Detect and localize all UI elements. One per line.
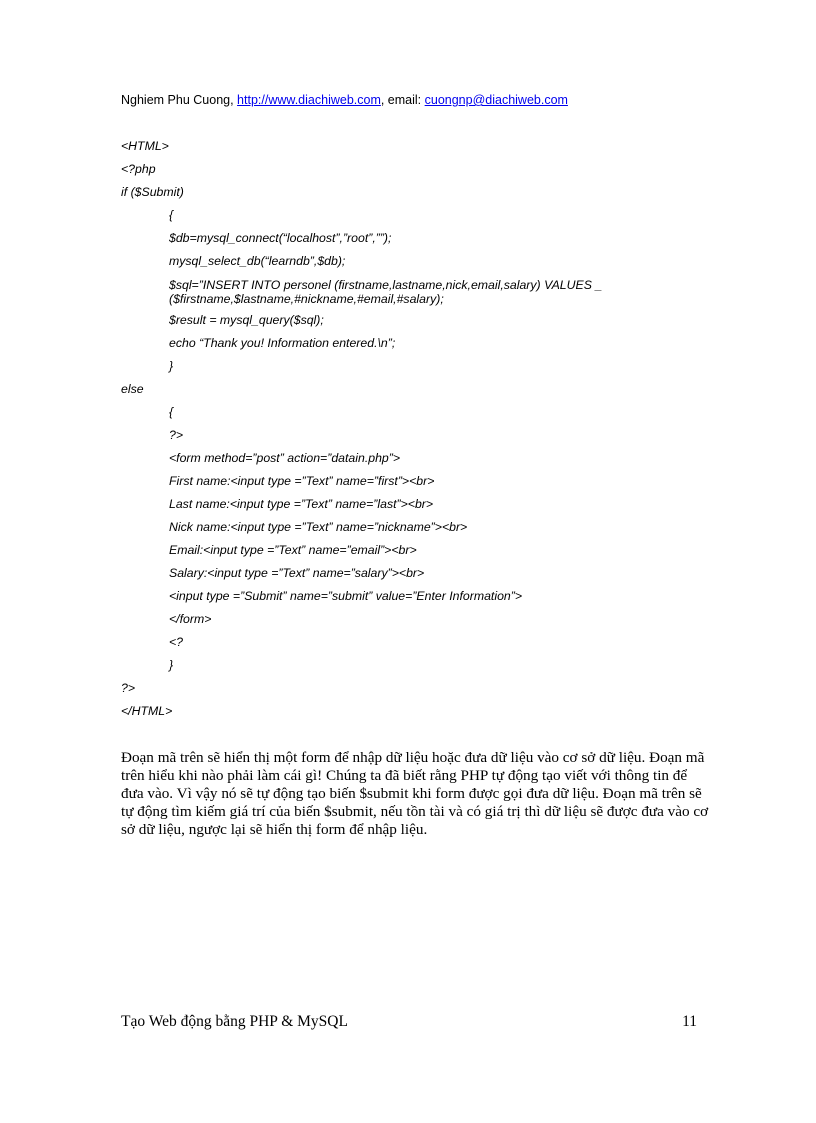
code-line: $sql=”INSERT INTO personel (firstname,lastname,nick,email,salary) VALUES _ ($firstname,$lastname,#nickname,#email,#salary); [169,278,603,306]
code-line: mysql_select_db(“learndb”,$db); [169,254,346,268]
email-label: , email: [380,93,425,107]
code-line: <? [169,635,184,649]
code-line: echo “Thank you! Information entered.\n”; [169,336,396,350]
code-line: Email:<input type =”Text” name=”email”><br> [169,543,417,557]
code-line: <input type =”Submit” name=”submit” value=”Enter Information”> [169,589,523,603]
code-block [121,138,721,726]
code-line: <form method=”post” action=”datain.php”> [169,451,401,465]
page-number: 11 [682,1013,697,1030]
code-line: <?php [121,162,156,176]
code-line: Last name:<input type =”Text” name=”last”><br> [169,497,434,511]
page-header [121,93,568,107]
code-line: { [169,405,174,419]
website-link[interactable]: http://www.diachiweb.com [237,93,381,107]
code-line: else [121,382,144,396]
code-line: ?> [121,681,136,695]
email-link[interactable]: cuongnp@diachiweb.com [424,93,568,107]
code-line: Nick name:<input type =”Text” name=”nickname”><br> [169,520,468,534]
code-line: if ($Submit) [121,185,184,199]
code-line: First name:<input type =”Text” name=”first”><br> [169,474,435,488]
code-line: $db=mysql_connect(“localhost”,”root”,””); [169,231,392,245]
code-line: Salary:<input type =”Text” name=”salary”><br> [169,566,425,580]
code-line: </HTML> [121,704,173,718]
page-footer [121,1013,697,1031]
footer-title: Tạo Web động bằng PHP & MySQL [121,1013,348,1030]
author-name: Nghiem Phu Cuong, [121,93,238,107]
body-paragraph: Đoạn mã trên sẽ hiển thị một form để nhập dữ liệu hoặc đưa dữ liệu vào cơ sở dữ liệu. Đoạn mã trên hiểu khi nào phải làm cái gì! Chúng ta đã biết rằng PHP tự động tạo viết với thông tin để đưa vào. Vì vậy nó sẽ tự động tạo biến $submit khi form được gọi đưa dữ liệu. Đoạn mã trên sẽ tự động tìm kiếm giá trí của biến $submit, nếu tồn tài và có giá trị thì dữ liệu sẽ được đưa vào cơ sở dữ liệu, ngược lại sẽ hiển thị form để nhập liệu. [121,749,709,838]
code-line: $result = mysql_query($sql); [169,313,324,327]
code-line: { [169,208,174,222]
code-line: } [169,658,174,672]
code-line: <HTML> [121,139,169,153]
code-line: } [169,359,174,373]
code-line: </form> [169,612,212,626]
code-line: ?> [169,428,184,442]
